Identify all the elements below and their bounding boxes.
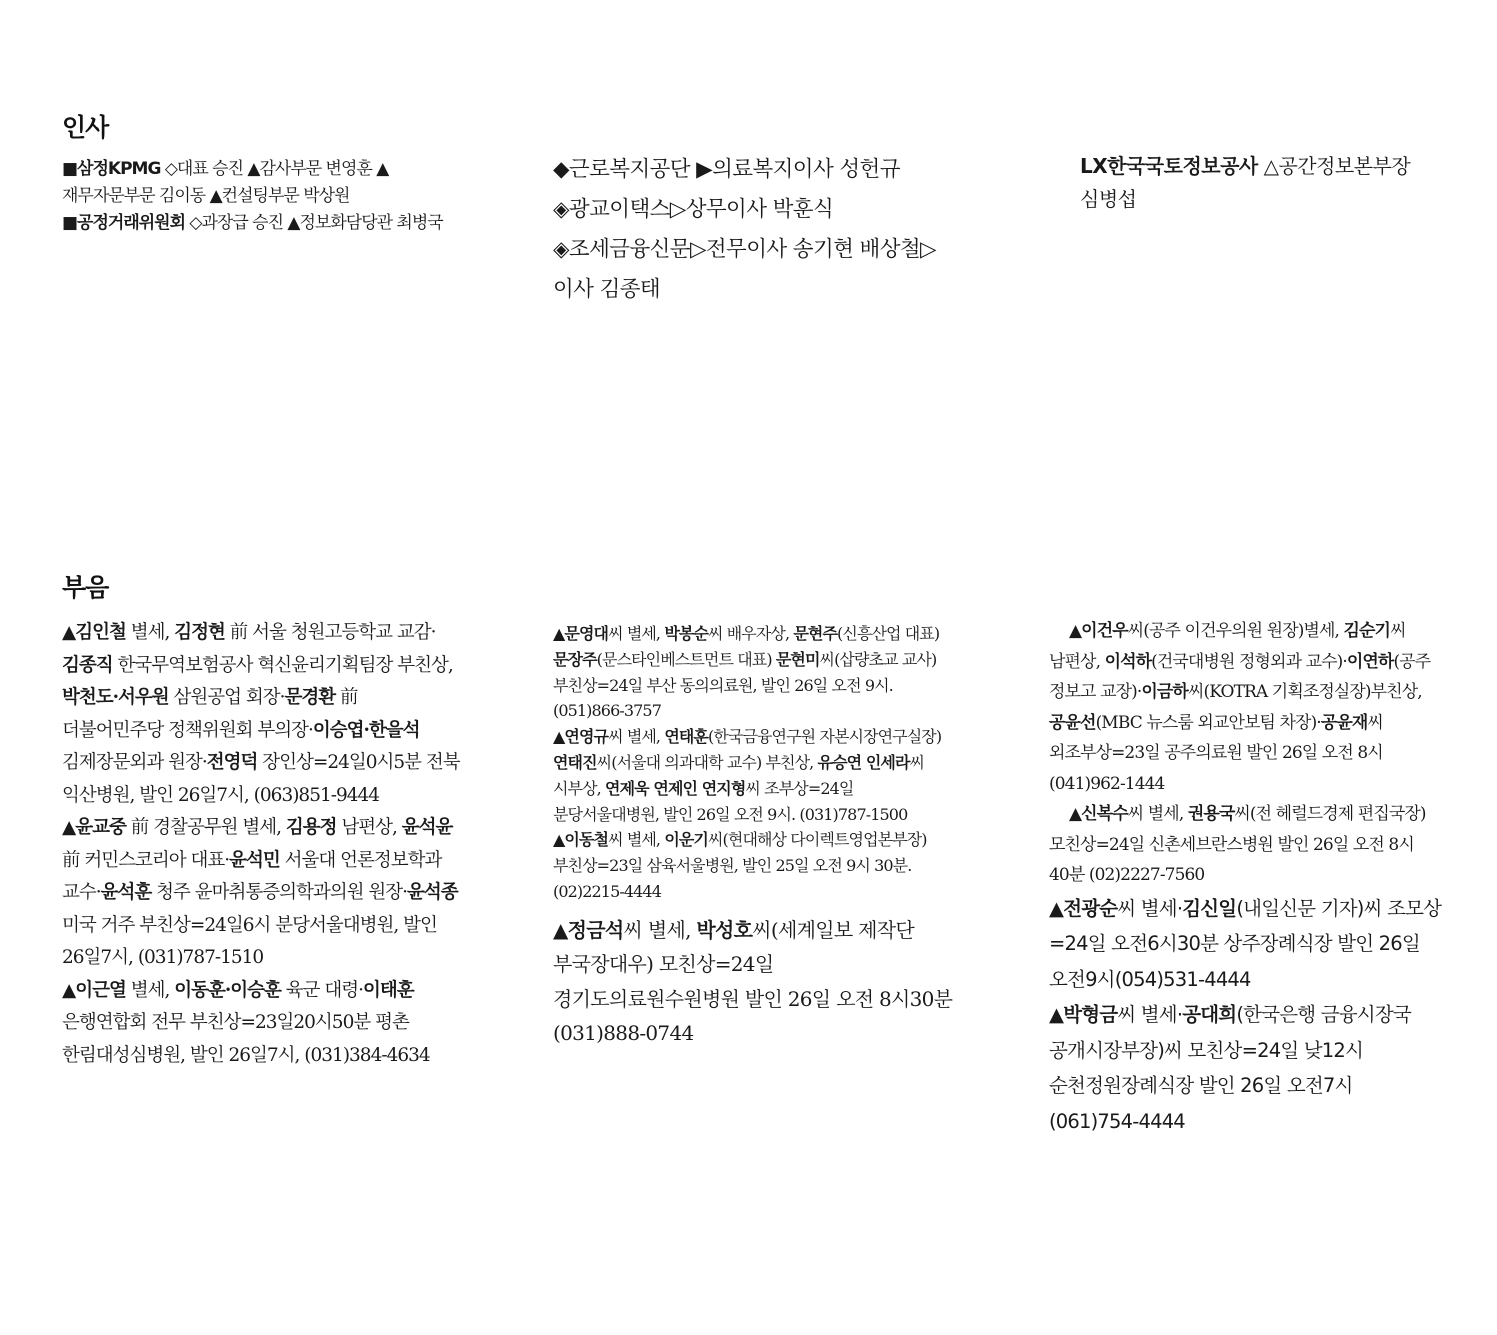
person-name: 공윤선 xyxy=(1049,712,1096,733)
person-name: 윤석민 xyxy=(229,849,280,871)
entry-text: 씨 남편상, xyxy=(1049,621,1406,672)
person-name: 이승엽·한을석 xyxy=(312,719,420,741)
entry-text: 씨(세계일보 제작단 부국장대우) 모친상=24일 경기도의료원수원병원 발인 26일 오전 8시30분 (031)888-0744 xyxy=(553,917,953,1046)
person-name: 연태진 xyxy=(553,752,597,772)
person-name: ▲연영규 xyxy=(553,727,609,747)
entry-text: 씨(서울대 의과대학 교수) 부친상, xyxy=(596,752,818,772)
obituary-entry xyxy=(1049,616,1445,799)
entry-text: (공주 정보고 교장)· xyxy=(1049,651,1431,702)
person-name: 공대희 xyxy=(1182,1003,1237,1026)
person-name: 문현주 xyxy=(793,624,837,643)
entry-text: 씨(전 헤럴드경제 편집국장)모친상=24일 신촌세브란스병원 발인 26일 오전 8시 40분 (02)2227-7560 xyxy=(1049,804,1426,885)
obituary-entry xyxy=(62,975,462,1073)
entry-text: 씨 배우자상, xyxy=(707,624,794,643)
insa-entry xyxy=(62,156,472,210)
entry-text: 남편상, xyxy=(336,817,402,838)
entry-text: 씨 별세· xyxy=(1117,896,1183,920)
entry-text: ◇대표 승진 ▲감사부문 변영훈 ▲재무자문부문 김이동 ▲컨설팅부문 박상원 xyxy=(62,159,389,206)
person-name: 박성호 xyxy=(696,917,753,942)
insa-entry: ◈광교이택스▷상무이사 박훈식 xyxy=(553,197,834,222)
person-name: ▲신복수 xyxy=(1069,804,1128,824)
person-name: 윤석훈 xyxy=(100,882,152,903)
obituary-entry xyxy=(62,812,462,975)
person-name: ▲정금석 xyxy=(553,917,624,942)
entry-text: 씨 별세· xyxy=(1117,1003,1183,1026)
organization-name: ■삼정KPMG xyxy=(62,159,161,179)
person-name: 이연하 xyxy=(1346,651,1394,672)
entry-text: 前 커민스코리아 대표· xyxy=(62,849,230,871)
entry-text: 미국 거주 부친상=24일6시 분당서울대병원, 발인 26일7시, (031)787-1510 xyxy=(62,914,437,968)
person-name: 전영덕 xyxy=(206,752,258,773)
entry-text: 씨 별세, xyxy=(1127,804,1188,824)
entry-text: 서울대 언론정보학과 교수· xyxy=(62,849,442,903)
entry-text: 씨(현대해상 다이렉트영업본부장) 부친상=23일 삼육서울병원, 발인 25일 오전 9시 30분. (02)2215-4444 xyxy=(553,830,927,901)
person-name: ▲이동철 xyxy=(553,830,609,850)
person-name: 문경환 xyxy=(284,687,336,708)
entry-text: (한국은행 금융시장국 공개시장부장)씨 모친상=24일 낮12시 순천정원장례식장 발인 26일 오전7시 (061)754-4444 xyxy=(1049,1003,1411,1133)
insa-column-2 xyxy=(553,150,958,310)
entry-text: 씨 별세, xyxy=(608,830,665,850)
entry-text: 씨(공주 이건우의원 원장)별세, xyxy=(1127,621,1344,641)
person-name: 이태훈 xyxy=(363,979,414,1001)
obituary-entry xyxy=(1049,997,1445,1139)
entry-text: (MBC 뉴스룸 외교안보팀 차장)· xyxy=(1095,712,1321,733)
obituary-entry xyxy=(553,724,958,827)
bueum-column-3 xyxy=(1049,616,1445,1139)
entry-text: 별세, xyxy=(125,622,175,643)
obituary-entry xyxy=(1049,891,1445,998)
section-title-bueum: 부음 xyxy=(62,573,109,602)
entry-text: 삼원공업 회장· xyxy=(168,687,285,708)
person-name: 이동훈·이승훈 xyxy=(174,979,281,1001)
person-name: 김신일 xyxy=(1182,896,1237,920)
entry-text: 씨 외조부상=23일 공주의료원 발인 26일 오전 8시 (041)962-1444 xyxy=(1049,712,1383,794)
person-name: 박천도·서우원 xyxy=(62,687,169,708)
obituary-entry xyxy=(553,621,958,724)
entry-text: 前 경찰공무원 별세, xyxy=(125,817,286,838)
entry-text: (건국대병원 정형외과 교수)· xyxy=(1151,651,1347,672)
person-name: 권용국 xyxy=(1187,804,1235,824)
person-name: 문장주 xyxy=(553,649,597,669)
bueum-column-2 xyxy=(553,621,958,1051)
person-name: 이금하 xyxy=(1141,682,1188,702)
person-name: 박봉순 xyxy=(664,624,708,643)
entry-text: 前 더불어민주당 정책위원회 부의장· xyxy=(62,687,358,741)
person-name: ▲전광순 xyxy=(1049,896,1118,920)
section-title-insa: 인사 xyxy=(62,113,109,142)
bueum-column-1 xyxy=(62,617,462,1072)
insa-entry: ◆근로복지공단 ▶의료복지이사 성헌규 xyxy=(553,157,900,182)
insa-column-3 xyxy=(1080,150,1445,216)
person-name: 김종직 xyxy=(62,654,113,676)
person-name: ▲문영대 xyxy=(553,624,609,643)
person-name: 연태훈 xyxy=(664,727,708,747)
person-name: ▲김인철 xyxy=(62,622,126,643)
insa-column-1 xyxy=(62,156,472,237)
insa-entry: ◈조세금융신문▷전무이사 송기현 배상철▷이사 김종태 xyxy=(553,237,936,302)
entry-text: 씨 시부상, xyxy=(553,752,925,798)
obituary-entry xyxy=(553,827,958,904)
entry-text: 씨 별세, xyxy=(608,727,665,747)
entry-text: 은행연합회 전무 부친상=23일20시50분 평촌 한림대성심병원, 발인 26일7시, (031)384-4634 xyxy=(62,1012,430,1066)
person-name: 윤석윤 xyxy=(401,817,453,838)
entry-text: 육군 대령· xyxy=(280,979,364,1001)
insa-entry xyxy=(1080,150,1445,216)
entry-text: 한국무역보험공사 혁신윤리기획팀장 부친상, xyxy=(112,654,453,676)
entry-text: 김제장문외과 원장· xyxy=(62,752,207,773)
person-name: ▲이건우 xyxy=(1069,621,1128,641)
entry-text: (문스타인베스트먼트 대표) xyxy=(596,649,776,669)
entry-text: 前 서울 청원고등학교 교감· xyxy=(224,622,436,643)
person-name: 연제욱 연제인 연지형 xyxy=(605,778,746,798)
entry-text: 장인상=24일0시5분 전북 익산병원, 발인 26일7시, (063)851-9444 xyxy=(62,752,460,806)
entry-text: 별세, xyxy=(125,979,175,1001)
entry-text: 청주 윤마취통증의학과의원 원장· xyxy=(151,882,407,903)
person-name: 공윤재 xyxy=(1320,712,1368,733)
person-name: ▲윤교중 xyxy=(62,817,126,838)
entry-text: △공간정보본부장 심병섭 xyxy=(1080,154,1411,211)
entry-text: (한국금융연구원 자본시장연구실장) xyxy=(707,727,942,747)
entry-text: ◇과장급 승진 ▲정보화담당관 최병국 xyxy=(185,213,443,233)
entry-text: 씨(삽량초교 교사) 부친상=24일 부산 동의의료원, 발인 26일 오전 9시. (051)866-3757 xyxy=(553,649,937,721)
obituary-entry xyxy=(1049,799,1445,891)
obituary-entry xyxy=(62,617,462,812)
person-name: 김순기 xyxy=(1343,621,1391,641)
entry-text: 씨 조부상=24일 분당서울대병원, 발인 26일 오전 9시. (031)787-1500 xyxy=(553,778,908,824)
person-name: 김정현 xyxy=(174,622,225,643)
obituary-entry xyxy=(553,913,958,1051)
person-name: 이운기 xyxy=(664,830,708,850)
organization-name: LX한국국토정보공사 xyxy=(1080,154,1258,178)
entry-text: (내일신문 기자)씨 조모상=24일 오전6시30분 상주장례식장 발인 26일 오전9시(054)531-4444 xyxy=(1049,896,1442,991)
person-name: 김용정 xyxy=(285,817,337,838)
person-name: 유승연 인세라 xyxy=(817,752,910,772)
person-name: ▲이근열 xyxy=(62,979,126,1001)
person-name: 문현미 xyxy=(775,649,820,669)
entry-text: 씨 별세, xyxy=(608,624,665,643)
entry-text: 씨(KOTRA 기획조정실장)부친상, xyxy=(1187,682,1422,702)
person-name: ▲박형금 xyxy=(1049,1003,1118,1026)
entry-text: (신흥산업 대표) xyxy=(837,624,940,643)
person-name: 윤석종 xyxy=(406,882,458,903)
entry-text: 씨 별세, xyxy=(623,917,697,942)
insa-entry xyxy=(62,210,472,237)
person-name: 이석하 xyxy=(1104,651,1152,672)
organization-name: ■공정거래위원회 xyxy=(62,213,186,233)
